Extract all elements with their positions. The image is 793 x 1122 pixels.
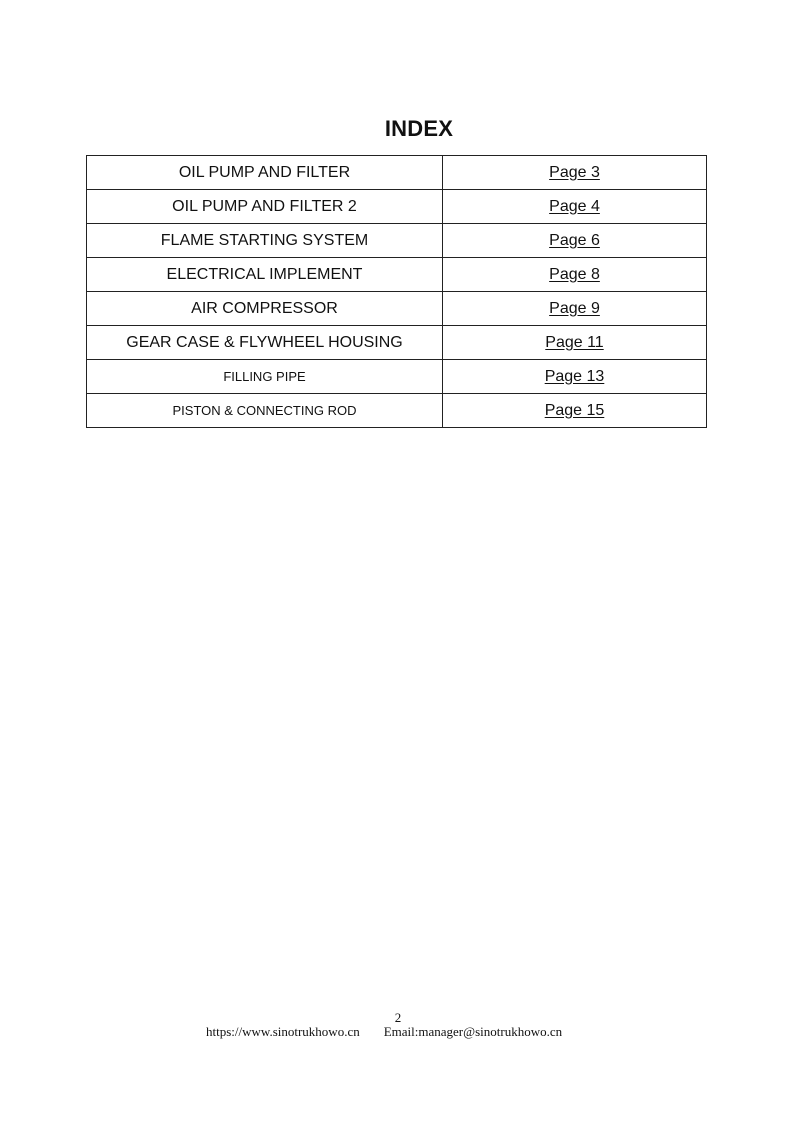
table-row: [87, 394, 707, 428]
page-link[interactable]: Page 4: [549, 197, 600, 215]
footer-contact: [206, 1024, 562, 1040]
footer-website: https://www.sinotrukhowo.cn: [206, 1024, 360, 1039]
page-link[interactable]: Page 15: [544, 401, 605, 419]
page-link[interactable]: Page 8: [549, 265, 600, 283]
index-entry-label: FLAME STARTING SYSTEM: [87, 224, 443, 258]
table-row: [87, 326, 707, 360]
index-entry-label: FILLING PIPE: [87, 360, 443, 394]
footer-email: Email:manager@sinotrukhowo.cn: [383, 1024, 563, 1039]
index-entry-label: PISTON & CONNECTING ROD: [87, 394, 443, 428]
table-row: [87, 156, 707, 190]
page-number: 2: [394, 1010, 402, 1025]
page-link[interactable]: Page 6: [549, 231, 600, 249]
page-link[interactable]: Page 11: [545, 333, 604, 351]
index-entry-label: OIL PUMP AND FILTER: [87, 156, 443, 190]
table-row: [87, 190, 707, 224]
page-link[interactable]: Page 9: [549, 299, 600, 317]
index-entry-label: GEAR CASE & FLYWHEEL HOUSING: [87, 326, 443, 360]
table-row: [87, 360, 707, 394]
table-row: [87, 258, 707, 292]
page-title: INDEX: [384, 116, 454, 141]
table-row: [87, 224, 707, 258]
page-link[interactable]: Page 13: [544, 367, 605, 385]
page-link[interactable]: Page 3: [549, 163, 600, 181]
index-table: [86, 155, 707, 428]
index-entry-label: AIR COMPRESSOR: [87, 292, 443, 326]
index-entry-label: OIL PUMP AND FILTER 2: [87, 190, 443, 224]
index-entry-label: ELECTRICAL IMPLEMENT: [87, 258, 443, 292]
table-row: [87, 292, 707, 326]
